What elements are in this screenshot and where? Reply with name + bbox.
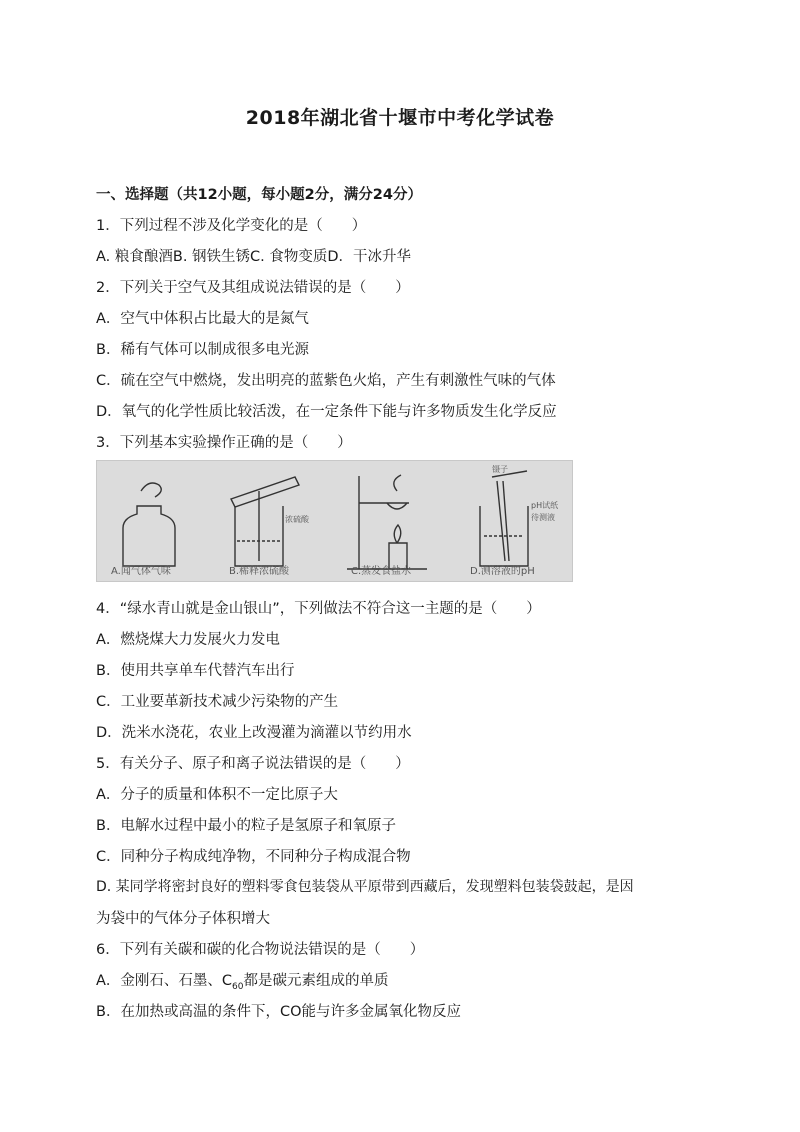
question-2-option-c: C．硫在空气中燃烧，发出明亮的蓝紫色火焰，产生有刺激性气味的气体 <box>96 373 556 389</box>
question-1-options: A. 粮食酿酒B. 钢铁生锈C. 食物变质D．干冰升华 <box>96 249 412 265</box>
option-a-text: A．金刚石、石墨、C <box>96 973 233 989</box>
question-4-option-c: C．工业要革新技术减少污染物的产生 <box>96 694 339 710</box>
caption-b: B.稀释浓硫酸 <box>229 566 290 577</box>
question-2-option-a: A．空气中体积占比最大的是氮气 <box>96 311 309 327</box>
c60-subscript: 60 <box>232 981 244 992</box>
option-a-text-end: 都是碳元素组成的单质 <box>243 973 389 989</box>
question-5-option-b: B．电解水过程中最小的粒子是氢原子和氧原子 <box>96 818 396 834</box>
question-4-option-d: D．洗米水浇花，农业上改漫灌为滴灌以节约用水 <box>96 725 412 741</box>
label-tweezers: 镊子 <box>492 465 508 474</box>
question-6-option-a <box>96 969 389 992</box>
question-6-option-b: B．在加热或高温的条件下，CO能与许多金属氧化物反应 <box>96 1004 461 1020</box>
question-2-option-b: B．稀有气体可以制成很多电光源 <box>96 342 309 358</box>
question-2-option-d: D．氧气的化学性质比较活泼，在一定条件下能与许多物质发生化学反应 <box>96 404 557 420</box>
section-heading: 一、选择题（共12小题，每小题2分，满分24分） <box>96 187 422 203</box>
question-5-option-c: C．同种分子构成纯净物，不同种分子构成混合物 <box>96 849 411 865</box>
question-4-stem: 4．“绿水青山就是金山银山”，下列做法不符合这一主题的是（ ） <box>96 601 541 617</box>
caption-c: C.蒸发食盐水 <box>351 566 412 577</box>
label-test-liquid: 待测液 <box>531 513 555 522</box>
question-5-stem: 5．有关分子、原子和离子说法错误的是（ ） <box>96 756 410 772</box>
question-3-stem: 3．下列基本实验操作正确的是（ ） <box>96 435 352 451</box>
experiment-figure <box>96 460 573 582</box>
caption-a: A.闻气体气味 <box>111 566 171 577</box>
label-ph-paper: pH试纸 <box>531 501 559 510</box>
question-4-option-a: A．燃烧煤大力发展火力发电 <box>96 632 280 648</box>
question-5-option-d-line1: D. 某同学将密封良好的塑料零食包装袋从平原带到西藏后，发现塑料包装袋鼓起，是因 <box>96 879 634 895</box>
question-5-option-a: A．分子的质量和体积不一定比原子大 <box>96 787 338 803</box>
question-2-stem: 2．下列关于空气及其组成说法错误的是（ ） <box>96 280 410 296</box>
question-5-option-d-line2: 为袋中的气体分子体积增大 <box>96 911 270 927</box>
question-6-stem: 6．下列有关碳和碳的化合物说法错误的是（ ） <box>96 942 425 958</box>
label-acid: 浓硫酸 <box>285 515 309 524</box>
question-4-option-b: B．使用共享单车代替汽车出行 <box>96 663 295 679</box>
question-1-stem: 1．下列过程不涉及化学变化的是（ ） <box>96 218 367 234</box>
page-title: 2018年湖北省十堰市中考化学试卷 <box>245 107 555 129</box>
caption-d: D.测溶液的pH <box>470 566 535 577</box>
